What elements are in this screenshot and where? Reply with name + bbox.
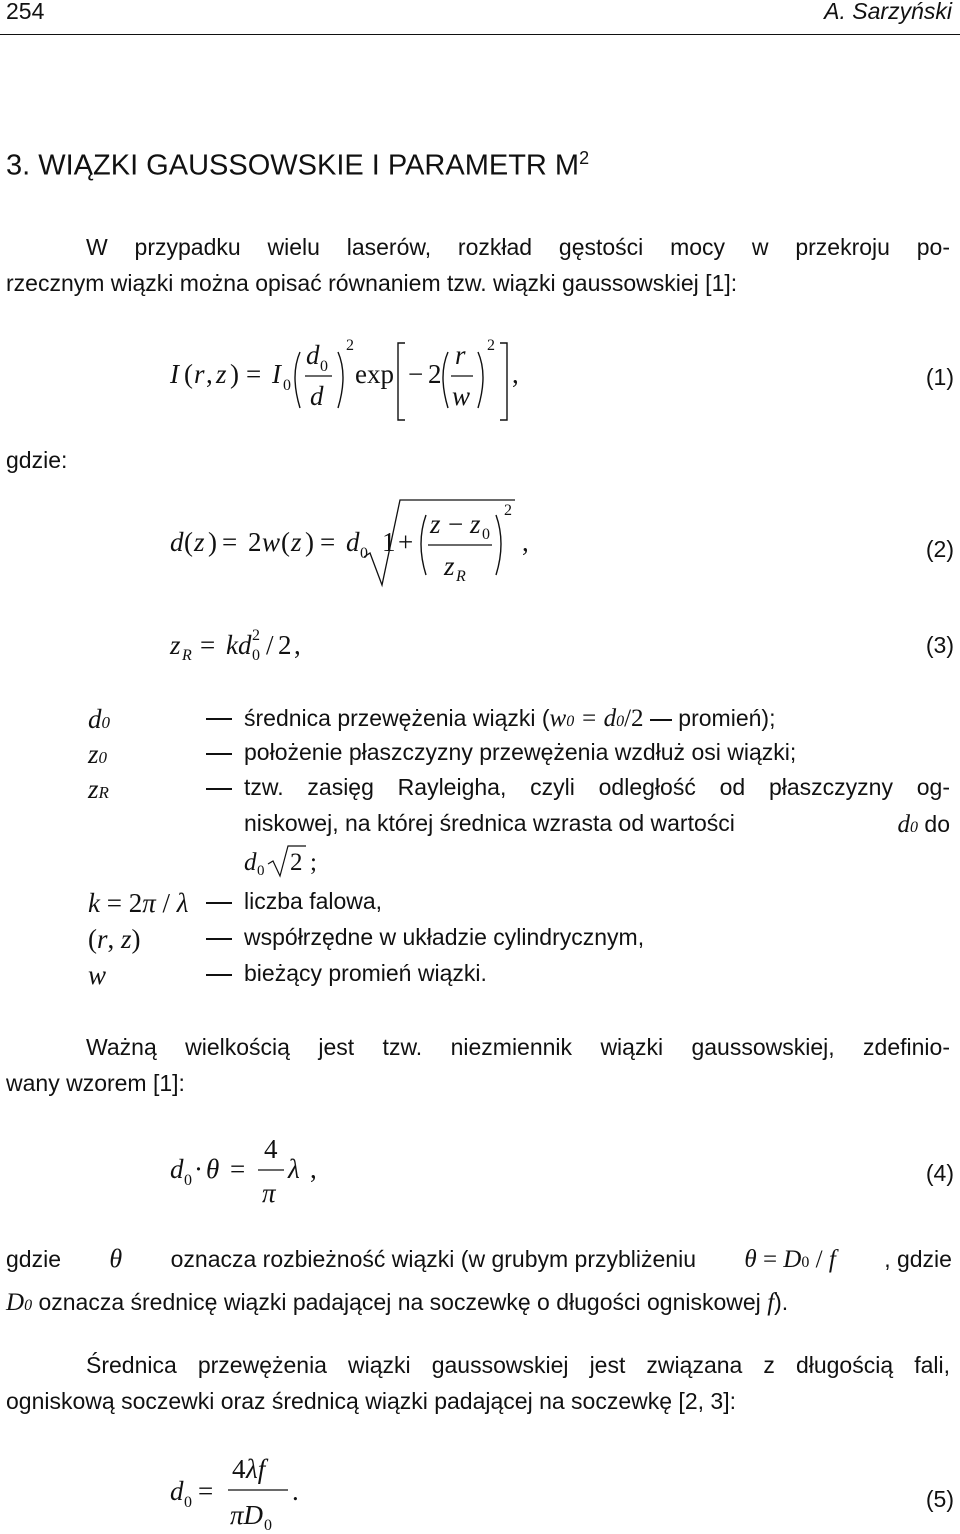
- svg-text:0: 0: [283, 377, 291, 394]
- svg-text:z: z: [430, 509, 441, 539]
- svg-text:1: 1: [382, 527, 396, 557]
- svg-text:0: 0: [184, 1494, 192, 1511]
- svg-text:0: 0: [320, 358, 328, 375]
- intro-line-2: rzecznym wiązki można opisać równaniem tzw. wiązki gaussowskiej [1]:: [6, 270, 738, 296]
- svg-text:πD: πD: [230, 1500, 264, 1530]
- svg-text:I: I: [272, 359, 281, 389]
- svg-text:=: =: [230, 1154, 246, 1184]
- svg-text:2: 2: [278, 630, 292, 660]
- svg-text:=: =: [320, 527, 336, 557]
- def-rz-text: współrzędne w układzie cylindrycznym,: [244, 924, 645, 950]
- theta-line-2: D0 oznacza średnicę wiązki padającej na soczewkę o długości ogniskowej f).: [6, 1289, 789, 1316]
- svg-text:2: 2: [487, 337, 495, 354]
- def-symbol-zR: zR: [88, 774, 109, 804]
- def-dash: [206, 902, 232, 904]
- svg-text:,: ,: [294, 630, 301, 660]
- equation-1: [150, 330, 530, 430]
- def-k-text: liczba falowa,: [244, 888, 383, 914]
- svg-text:d: d: [170, 527, 184, 557]
- def-symbol-rz: (r, z): [88, 924, 141, 954]
- svg-text:z: z: [216, 359, 227, 389]
- def-dash: [206, 753, 232, 755]
- svg-text:4: 4: [264, 1134, 278, 1164]
- intro-line-1: W przypadku wielu laserów, rozkład gęstości mocy w przekroju po-: [86, 234, 950, 260]
- section-title: [6, 148, 589, 183]
- page-number: 254: [6, 0, 45, 24]
- eq2-number: (2): [925, 536, 954, 562]
- def-symbol-w: w: [88, 960, 107, 990]
- equation-4: [150, 1128, 350, 1218]
- svg-text:0: 0: [482, 526, 490, 543]
- def-z0-text: położenie płaszczyzny przewężenia wzdłuż osi wiązki;: [244, 739, 797, 765]
- svg-text:d: d: [306, 340, 320, 370]
- def-zR-sqrt2: [240, 840, 340, 880]
- theta-line-1: gdzie θ oznacza rozbieżność wiązki (w grubym przybliżeniu θ = D0 / f , gdzie: [6, 1244, 952, 1273]
- eq5-number: (5): [925, 1486, 954, 1512]
- svg-text:2: 2: [248, 527, 262, 557]
- svg-text:2: 2: [252, 627, 260, 644]
- svg-text:,: ,: [310, 1154, 317, 1184]
- svg-text:0: 0: [252, 647, 260, 664]
- svg-text:=: =: [222, 527, 238, 557]
- def-w-text: bieżący promień wiązki.: [244, 960, 487, 986]
- equation-2: [150, 495, 550, 595]
- svg-text:2: 2: [346, 337, 354, 354]
- svg-text:z: z: [470, 509, 481, 539]
- header-rule: [0, 34, 960, 35]
- svg-text:w: w: [262, 527, 281, 557]
- def-zR-line-1: tzw. zasięg Rayleigha, czyli odległość od płaszczyzny og-: [244, 774, 950, 800]
- svg-text:(: (: [184, 527, 193, 557]
- svg-text:R: R: [182, 647, 192, 664]
- svg-text:kd: kd: [226, 630, 252, 660]
- def-dash: [206, 938, 232, 940]
- svg-text:exp: exp: [355, 359, 394, 389]
- svg-text:/: /: [266, 630, 274, 660]
- svg-text:λf: λf: [246, 1454, 266, 1484]
- def-symbol-z0: z0: [88, 739, 108, 769]
- svg-text:): ): [230, 359, 239, 389]
- svg-text:4: 4: [232, 1454, 246, 1484]
- svg-text:2: 2: [290, 849, 303, 876]
- svg-text:(: (: [184, 359, 193, 389]
- def-zR-line-2: niskowej, na której średnica wzrasta od wartości d0 do: [244, 810, 950, 838]
- svg-text:−: −: [448, 509, 464, 539]
- gdzie-label: gdzie:: [6, 447, 68, 473]
- def-dash: [206, 788, 232, 790]
- section-title-text: 3. WIĄZKI GAUSSOWSKIE I PARAMETR M: [6, 149, 580, 182]
- svg-text:,: ,: [522, 527, 529, 557]
- running-author: A. Sarzyński: [824, 0, 952, 24]
- svg-text:0: 0: [257, 863, 265, 879]
- def-d0-text: średnica przewężenia wiązki (w0 = d0/2 promień);: [244, 705, 776, 732]
- svg-text:d: d: [310, 381, 324, 411]
- equation-3: [150, 620, 350, 670]
- svg-text:w: w: [452, 381, 471, 411]
- svg-text:λ: λ: [288, 1154, 300, 1184]
- invariant-line-2: wany wzorem [1]:: [6, 1070, 185, 1096]
- svg-text:,: ,: [512, 359, 519, 389]
- svg-text:r: r: [194, 359, 205, 389]
- svg-text:2: 2: [504, 502, 512, 519]
- svg-text:d: d: [170, 1154, 184, 1184]
- svg-text:;: ;: [310, 849, 317, 876]
- def-dash: [206, 974, 232, 976]
- eq4-number: (4): [925, 1160, 954, 1186]
- waist-line-1: Średnica przewężenia wiązki gaussowskiej jest związana z długością fali,: [86, 1352, 950, 1378]
- svg-text:2: 2: [428, 359, 442, 389]
- svg-text:,: ,: [206, 359, 213, 389]
- def-symbol-k: k = 2π / λ: [88, 888, 189, 918]
- svg-text:.: .: [292, 1476, 299, 1506]
- svg-text:I: I: [170, 359, 179, 389]
- svg-text:−: −: [408, 359, 424, 389]
- svg-text:z: z: [444, 551, 455, 581]
- svg-text:z: z: [170, 630, 181, 660]
- svg-text:): ): [208, 527, 217, 557]
- section-title-sup: 2: [579, 148, 590, 168]
- svg-text:d: d: [170, 1476, 184, 1506]
- svg-text:=: =: [246, 359, 262, 389]
- svg-text:=: =: [200, 630, 216, 660]
- svg-text:): ): [305, 527, 314, 557]
- svg-text:π: π: [262, 1178, 276, 1208]
- svg-text:0: 0: [264, 1517, 272, 1534]
- svg-text:R: R: [456, 568, 466, 585]
- svg-text:z: z: [194, 527, 205, 557]
- svg-text:d: d: [346, 527, 360, 557]
- svg-text:(: (: [281, 527, 290, 557]
- def-symbol-d0: d0: [88, 704, 110, 734]
- invariant-line-1: Ważną wielkością jest tzw. niezmiennik wiązki gaussowskiej, zdefinio-: [86, 1034, 950, 1060]
- svg-text:+: +: [398, 527, 414, 557]
- equation-5: [150, 1444, 350, 1534]
- svg-text:z: z: [291, 527, 302, 557]
- svg-text:d: d: [244, 849, 257, 876]
- waist-line-2: ogniskową soczewki oraz średnicą wiązki padającej na soczewkę [2, 3]:: [6, 1388, 736, 1414]
- svg-text:r: r: [455, 340, 466, 370]
- svg-text:0: 0: [184, 1172, 192, 1189]
- svg-text:0: 0: [360, 545, 368, 562]
- svg-text:θ: θ: [206, 1154, 220, 1184]
- def-dash: [206, 718, 232, 720]
- eq3-number: (3): [925, 632, 954, 658]
- svg-text:=: =: [198, 1476, 214, 1506]
- eq1-number: (1): [925, 364, 954, 390]
- svg-text:·: ·: [194, 1154, 203, 1184]
